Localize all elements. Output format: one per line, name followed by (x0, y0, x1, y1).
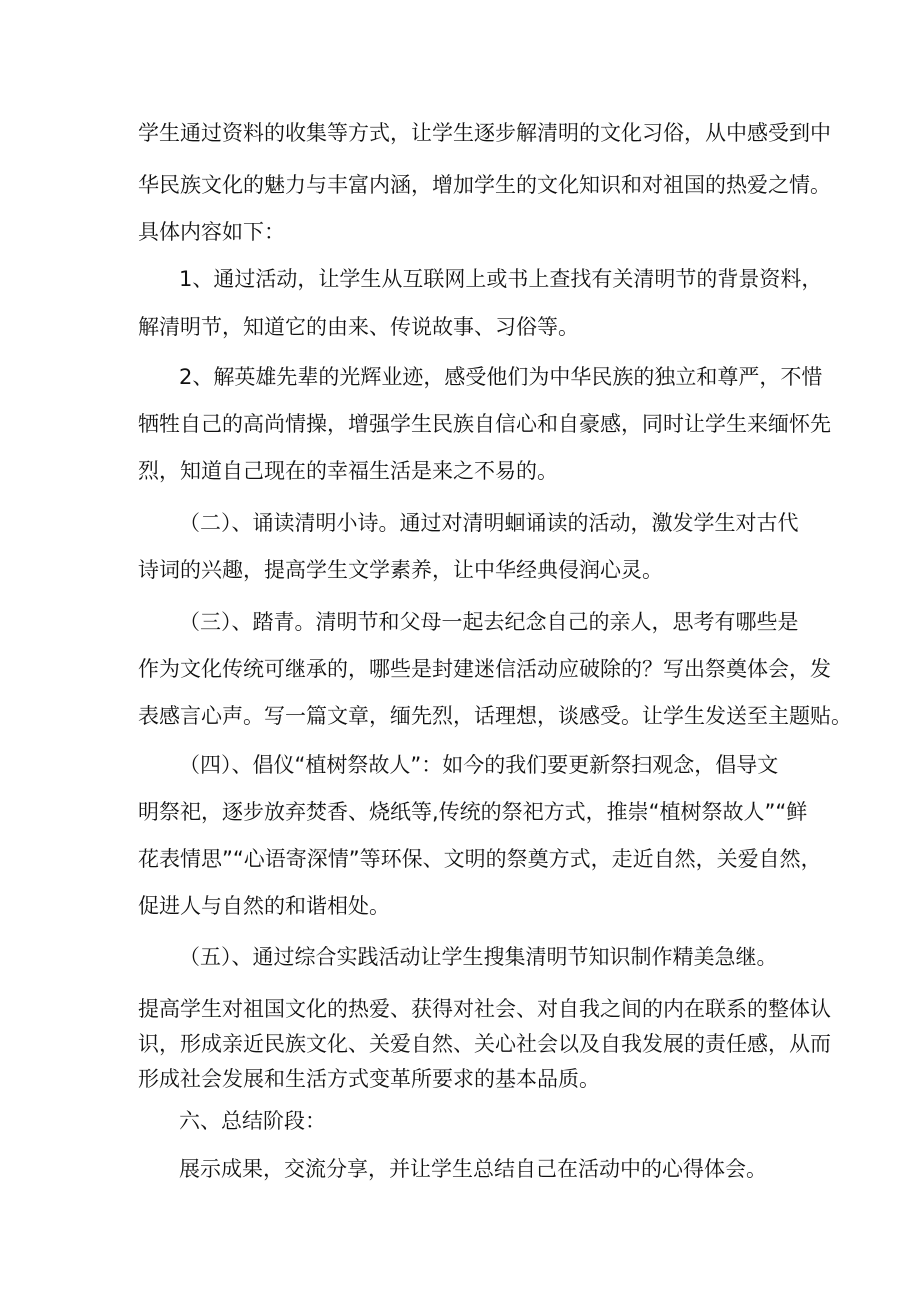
text-line: 形成社会发展和生活方式变革所要求的基本品质。 (138, 1067, 600, 1091)
text-line: 2、解英雄先辈的光辉业迹，感受他们为中华民族的独立和尊严，不惜 (179, 365, 823, 389)
text-line: （二）、诵读清明小诗。通过对清明蛔诵读的活动，激发学生对古代 (179, 511, 799, 535)
text-line: 提高学生对祖国文化的热爱、获得对社会、对自我之间的内在联系的整体认 (138, 997, 831, 1021)
section-heading: 六、总结阶段： (179, 1109, 326, 1133)
text-line: 展示成果，交流分享，并让学生总结自己在活动中的心得体会。 (179, 1157, 767, 1181)
text-line: 1、通过活动，让学生从互联网上或书上查找有关清明节的背景资料， (179, 267, 823, 291)
text-line: 牺牲自己的高尚情操，增强学生民族自信心和自豪感，同时让学生来缅怀先 (138, 412, 831, 436)
text-line: （四）、倡仪“植树祭故人”：如今的我们要更新祭扫观念，倡导文 (179, 753, 779, 777)
text-line: （五）、通过综合实践活动让学生搜集清明节知识制作精美急继。 (179, 945, 778, 969)
text-line: 表感言心声。写一篇文章，缅先烈，话理想，谈感受。让学生发送至主题贴。 (138, 704, 852, 728)
text-line: 作为文化传统可继承的，哪些是封建迷信活动应破除的？写出祭奠体会，发 (138, 657, 831, 681)
text-line: 烈，知道自己现在的幸福生活是来之不易的。 (138, 459, 558, 483)
text-line: 具体内容如下： (138, 220, 285, 244)
text-line: 华民族文化的魅力与丰富内涵，增加学生的文化知识和对祖国的热爱之情。 (138, 173, 831, 197)
text-line: 花表情思”“心语寄深情”等环保、文明的祭奠方式，走近自然，关爱自然， (138, 847, 822, 871)
text-line: 诗词的兴趣，提高学生文学素养，让中华经典侵润心灵。 (138, 558, 663, 582)
text-line: 促进人与自然的和谐相处。 (138, 894, 390, 918)
text-line: 解清明节，知道它的由来、传说故事、习俗等。 (138, 315, 579, 339)
text-line: 学生通过资料的收集等方式，让学生逐步解清明的文化习俗，从中感受到中 (138, 121, 831, 145)
text-line: （三）、踏青。清明节和父母一起去纪念自己的亲人，思考有哪些是 (179, 610, 799, 634)
text-line: 明祭祀，逐步放弃焚香、烧纸等,传统的祭祀方式，推崇“植树祭故人”“鲜 (138, 800, 808, 824)
text-line: 识，形成亲近民族文化、关爱自然、关心社会以及自我发展的责任感，从而 (138, 1032, 831, 1056)
